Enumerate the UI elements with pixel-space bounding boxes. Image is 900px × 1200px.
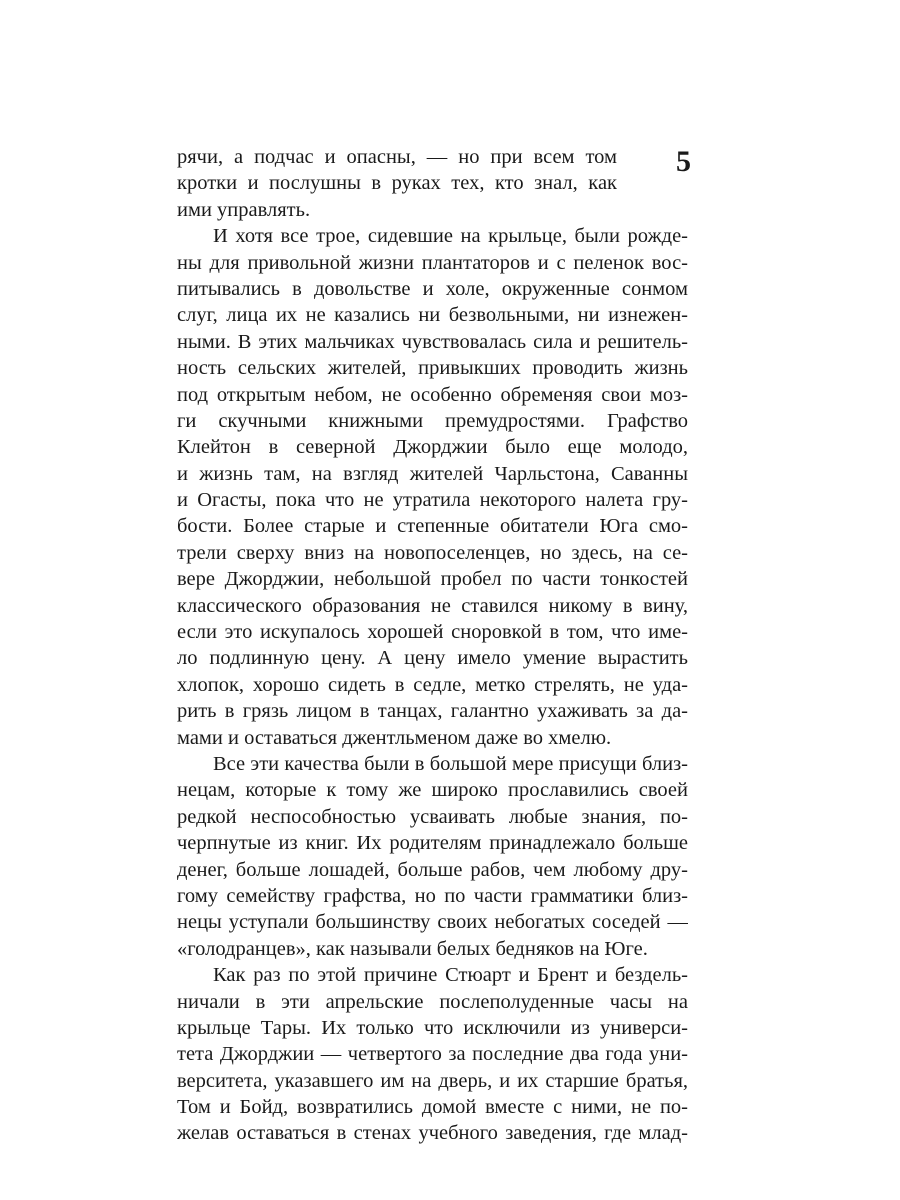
text-line: вере Джорджии, небольшой пробел по части тонкостей: [177, 568, 688, 591]
text-line: под открытым небом, не особенно обременяя свои моз-: [177, 383, 688, 406]
text-line: ничали в эти апрельские послеполуденные часы на: [177, 990, 688, 1013]
text-line: Клейтон в северной Джорджии было еще молодо,: [177, 436, 688, 459]
text-line: верситета, указавшего им на дверь, и их старшие братья,: [177, 1069, 688, 1092]
text-line: ими управлять.: [177, 198, 311, 221]
text-line: и Огасты, пока что не утратила некоторого налета гру-: [177, 489, 688, 512]
text-line: классического образования не ставился никому в вину,: [177, 594, 688, 617]
text-line: ги скучными книжными премудростями. Графство: [177, 409, 688, 432]
text-line: И хотя все трое, сидевшие на крыльце, были рожде-: [213, 225, 688, 248]
text-line: бости. Более старые и степенные обитатели Юга смо-: [177, 515, 688, 538]
text-line: слуг, лица их не казались ни безвольными, ни изнежен-: [177, 304, 688, 327]
text-line: Том и Бойд, возвратились домой вместе с ними, не по-: [177, 1096, 688, 1119]
text-line: ло подлинную цену. А цену имело умение вырастить: [177, 647, 688, 670]
text-line: если это искупалось хорошей сноровкой в том, что име-: [177, 621, 688, 644]
text-line: тета Джорджии — четвертого за последние два года уни-: [177, 1043, 688, 1066]
text-line: денег, больше лошадей, больше рабов, чем любому дру-: [177, 858, 688, 881]
text-line: нецам, которые к тому же широко прославились своей: [177, 779, 688, 802]
text-line: мами и оставаться джентльменом даже во хмелю.: [177, 726, 612, 749]
page-number: 5: [676, 145, 691, 178]
text-line: трели сверху вниз на новопоселенцев, но здесь, на се-: [177, 541, 688, 564]
text-line: «голодранцев», как называли белых бедняков на Юге.: [177, 937, 648, 960]
text-line: хлопок, хорошо сидеть в седле, метко стрелять, не уда-: [177, 673, 688, 696]
text-line: крыльце Тары. Их только что исключили из универси-: [177, 1016, 688, 1039]
body-text: [177, 144, 688, 1147]
text-line: Все эти качества были в большой мере присущи близ-: [213, 752, 688, 775]
text-line: кротки и послушны в руках тех, кто знал, как: [177, 172, 617, 195]
text-line: желав оставаться в стенах учебного заведения, где млад-: [177, 1122, 688, 1145]
text-line: черпнутые из книг. Их родителям принадлежало больше: [177, 832, 688, 855]
text-line: рить в грязь лицом в танцах, галантно ухаживать за да-: [177, 700, 688, 723]
text-line: ными. В этих мальчиках чувствовалась сила и решитель-: [177, 330, 688, 353]
text-line: ность сельских жителей, привыкших проводить жизнь: [177, 357, 688, 380]
text-line: гому семейству графства, но по части грамматики близ-: [177, 884, 688, 907]
text-line: ны для привольной жизни плантаторов и с пеленок вос-: [177, 251, 688, 274]
text-line: и жизнь там, на взгляд жителей Чарльстона, Саванны: [177, 462, 688, 485]
text-line: питывались в довольстве и холе, окруженные сонмом: [177, 277, 688, 300]
text-line: рячи, а подчас и опасны, — но при всем том: [177, 146, 617, 168]
text-line: нецы уступали большинству своих небогатых соседей —: [177, 911, 688, 934]
text-line: редкой неспособностью усваивать любые знания, по-: [177, 805, 688, 828]
text-line: Как раз по этой причине Стюарт и Брент и бездель-: [213, 964, 688, 987]
